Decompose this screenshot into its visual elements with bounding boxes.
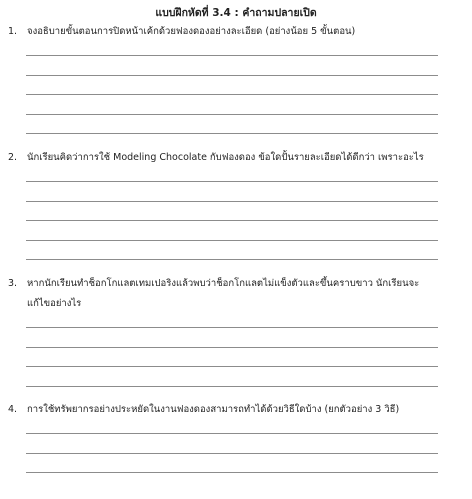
question-1-text <box>8 22 438 42</box>
question-4-text <box>8 400 438 420</box>
question-number: 3. <box>8 278 18 289</box>
question-4 <box>8 400 438 473</box>
worksheet-title: แบบฝึกหัดที่ 3.4 : คำถามปลายเปิด <box>155 7 317 19</box>
question-2 <box>8 148 438 260</box>
answer-line[interactable] <box>26 240 438 241</box>
answer-lines <box>26 181 438 260</box>
answer-line[interactable] <box>26 366 438 367</box>
answer-line[interactable] <box>26 114 438 115</box>
answer-line[interactable] <box>26 386 438 387</box>
answer-line[interactable] <box>26 55 438 56</box>
answer-lines <box>26 327 438 387</box>
question-2-text <box>8 148 438 168</box>
answer-line[interactable] <box>26 472 438 473</box>
question-number: 4. <box>8 404 18 415</box>
answer-line[interactable] <box>26 181 438 182</box>
question-number: 1. <box>8 26 18 37</box>
answer-line[interactable] <box>26 327 438 328</box>
answer-line[interactable] <box>26 94 438 95</box>
question-prompt-line: จงอธิบายขั้นตอนการปิดหน้าเค้กด้วยฟองดองอย่างละเอียด (อย่างน้อย 5 ขั้นตอน) <box>27 26 356 37</box>
question-3-text <box>8 274 438 314</box>
answer-line[interactable] <box>26 201 438 202</box>
question-prompt-line: นักเรียนคิดว่าการใช้ Modeling Chocolate กับฟองดอง ข้อใดปั้นรายละเอียดได้ดีกว่า เพราะอะไร <box>27 152 424 163</box>
answer-line[interactable] <box>26 433 438 434</box>
answer-line[interactable] <box>26 347 438 348</box>
answer-line[interactable] <box>26 259 438 260</box>
answer-lines <box>26 433 438 473</box>
question-3 <box>8 274 438 387</box>
answer-line[interactable] <box>26 133 438 134</box>
question-1 <box>8 22 438 134</box>
question-prompt-line: การใช้ทรัพยากรอย่างประหยัดในงานฟองดองสามารถทำได้ด้วยวิธีใดบ้าง (ยกตัวอย่าง 3 วิธี) <box>27 404 400 415</box>
question-prompt <box>27 274 438 314</box>
question-number: 2. <box>8 152 18 163</box>
answer-line[interactable] <box>26 220 438 221</box>
answer-lines <box>26 55 438 134</box>
answer-line[interactable] <box>26 75 438 76</box>
answer-line[interactable] <box>26 453 438 454</box>
question-prompt-line: หากนักเรียนทำช็อกโกแลตเทมเปอริงแล้วพบว่าช็อกโกแลตไม่แข็งตัวและขึ้นคราบขาว นักเรียนจะ <box>27 278 420 289</box>
question-prompt-line: แก้ไขอย่างไร <box>27 298 82 309</box>
